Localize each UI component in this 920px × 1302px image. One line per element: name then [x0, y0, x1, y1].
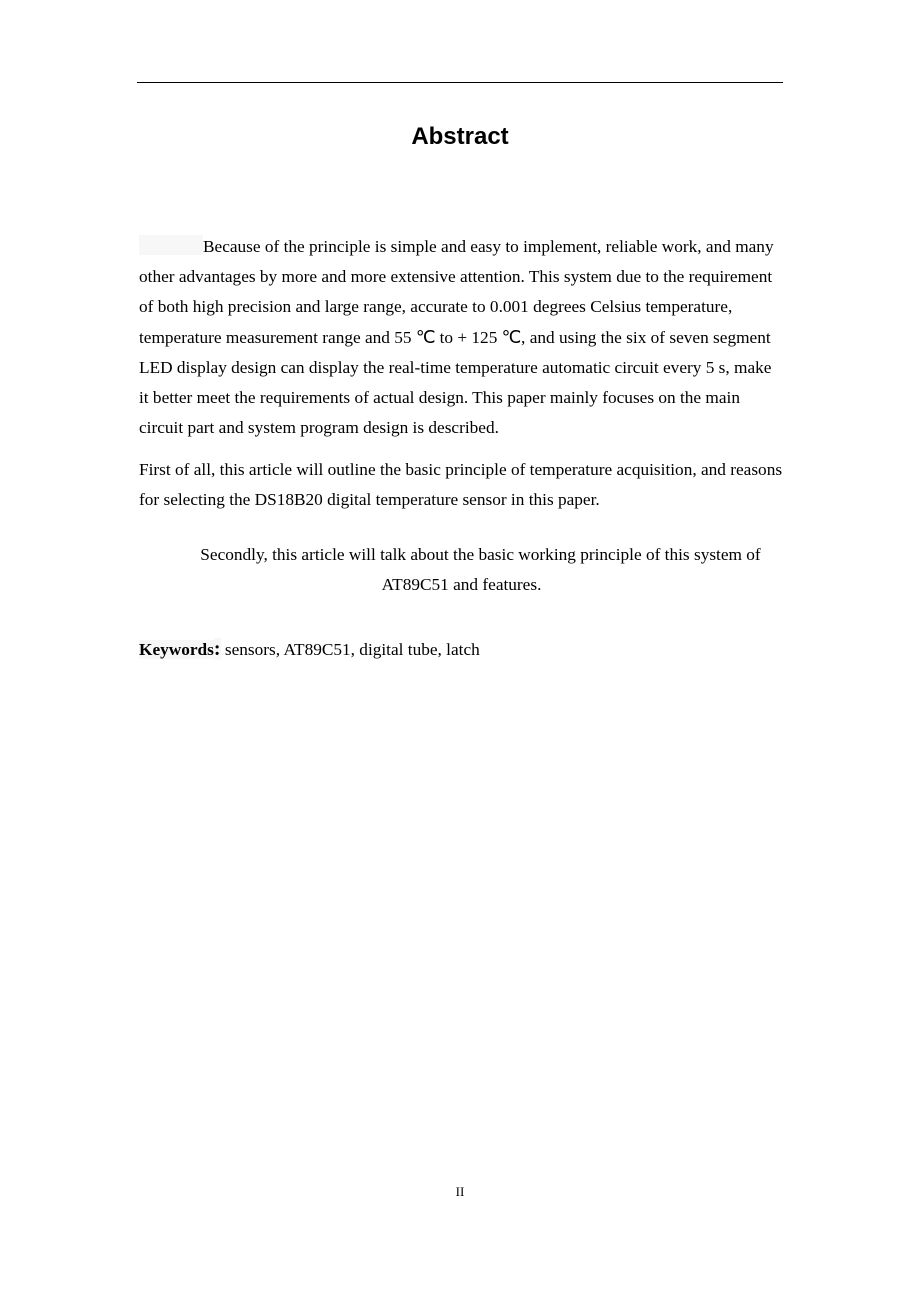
abstract-paragraph-1 — [139, 232, 784, 443]
paragraph-indent — [139, 235, 203, 255]
keywords-text: sensors, AT89C51, digital tube, latch — [220, 640, 480, 659]
abstract-paragraph-1-text: Because of the principle is simple and easy to implement, reliable work, and many other advantages by more and more extensive attention. This system due to the requirement of both high precision and large range, accurate to 0.001 degrees Celsius temperature, temperature measurement range and 55 ℃ to + 125 ℃, and using the six of seven segment LED display design can display the real-time temperature automatic circuit every 5 s, make it better meet the requirements of actual design. This paper mainly focuses on the main circuit part and system program design is described. — [139, 237, 774, 438]
keywords-line — [139, 634, 480, 665]
abstract-paragraph-3: Secondly, this article will talk about the basic working principle of this system of AT89C51 and features. — [200, 545, 761, 595]
abstract-paragraph-2: First of all, this article will outline the basic principle of temperature acquisition, and reasons for selecting the DS18B20 digital temperature sensor in this paper. — [139, 460, 783, 510]
keywords-label: Keywords — [139, 640, 214, 659]
header-rule — [137, 82, 783, 83]
page-number: II — [455, 1184, 465, 1199]
keywords-separator: : — [213, 638, 221, 660]
page-title: Abstract — [411, 123, 509, 150]
